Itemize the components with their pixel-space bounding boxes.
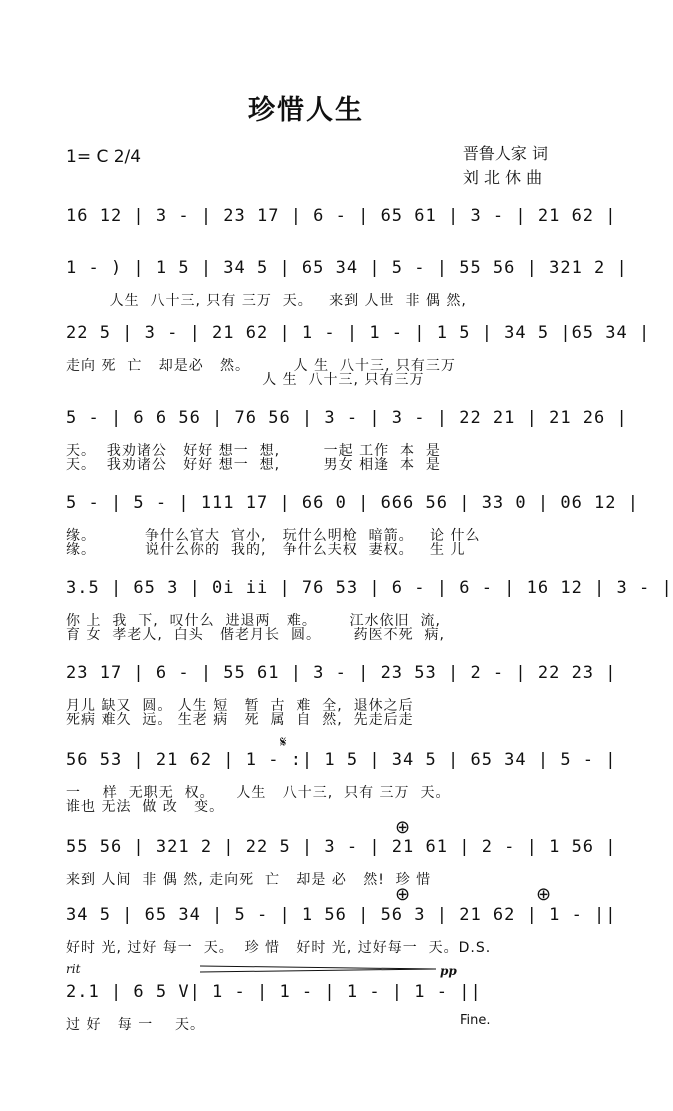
coda-sign: ⊕ bbox=[536, 884, 552, 905]
lyric-verse-1: 好时 光, 过好 每一 天。 珍 惜 好时 光, 过好每一 天。D.S. bbox=[66, 940, 492, 956]
notes-line: 5 - | 5 - | 111 17 | 66 0 | 666 56 | 33 0 | 06 12 | bbox=[66, 493, 639, 513]
lyric-verse-1: 走向 死 亡 却是必 然。 人 生 八十三, 只有三万 bbox=[66, 358, 456, 374]
key-signature: 1= C 2/4 bbox=[66, 147, 142, 167]
lyric-verse-1: 人生 八十三, 只有 三万 天。 来到 人世 非 偶 然, bbox=[66, 293, 467, 309]
lyric-verse-2: 缘。 说什么你的 我的, 争什么夫权 妻权。 生 儿 bbox=[66, 542, 466, 558]
notes-line: 1 - ) | 1 5 | 34 5 | 65 34 | 5 - | 55 56 | 321 2 | bbox=[66, 258, 628, 278]
lyric-verse-1: 缘。 争什么官大 官小, 玩什么明枪 暗箭。 论 什么 bbox=[66, 528, 481, 544]
song-title: 珍惜人生 bbox=[248, 95, 364, 126]
coda-sign: ⊕ bbox=[395, 884, 411, 905]
ritardando-mark: rit bbox=[66, 962, 81, 976]
lyric-verse-2: 死病 难久 远。 生老 病 死 属 自 然, 先走后走 bbox=[66, 712, 414, 728]
dynamic-pp: pp bbox=[440, 964, 457, 978]
score-row-8 bbox=[0, 750, 617, 850]
coda-sign: ⊕ bbox=[395, 817, 411, 838]
lyric-verse-2: 天。 我劝诸公 好好 想一 想, 男女 相逢 本 是 bbox=[66, 457, 441, 473]
lyric-verse-1: 天。 我劝诸公 好好 想一 想, 一起 工作 本 是 bbox=[66, 443, 441, 459]
notes-line: 5 - | 6 6 56 | 76 56 | 3 - | 3 - | 22 21 | 21 26 | bbox=[66, 408, 628, 428]
lyricist: 晋鲁人家 词 bbox=[462, 144, 548, 163]
notes-line: 2.1 | 6 5 V| 1 - | 1 - | 1 - | 1 - || bbox=[66, 982, 482, 1002]
lyric-verse-1: 月儿 缺又 圆。 人生 短 暂 古 难 全, 退休之后 bbox=[66, 698, 414, 714]
notes-line: 55 56 | 321 2 | 22 5 | 3 - | 21 61 | 2 - | 1 56 | bbox=[66, 837, 617, 857]
notes-line: 34 5 | 65 34 | 5 - | 1 56 | 56 3 | 21 62 | 1 - || bbox=[66, 905, 617, 925]
score-row-11 bbox=[0, 982, 612, 1082]
segno-sign: 𝄋 bbox=[280, 733, 287, 751]
score-row-7 bbox=[0, 663, 617, 763]
lyric-verse-1: 来到 人间 非 偶 然, 走向死 亡 却是 必 然! 珍 惜 bbox=[66, 872, 432, 888]
lyric-verse-2: 人 生 八十三, 只有三万 bbox=[66, 372, 425, 388]
lyric-verse-1: 一 样 无职无 权。 人生 八十三, 只有 三万 天。 bbox=[66, 785, 451, 801]
composer: 刘 北 休 曲 bbox=[462, 168, 543, 187]
lyric-verse-2: 谁也 无法 做 改 变。 bbox=[66, 799, 225, 815]
notes-line: 16 12 | 3 - | 23 17 | 6 - | 65 61 | 3 - | 21 62 | bbox=[66, 206, 617, 226]
notes-line: 22 5 | 3 - | 21 62 | 1 - | 1 - | 1 5 | 34 5 |65 34 | bbox=[66, 323, 651, 343]
lyric-verse-2: 育 女 孝老人, 白头 偕老月长 圆。 药医不死 病, bbox=[66, 627, 446, 643]
lyric-verse-1: 你 上 我 下, 叹什么 进退两 难。 江水依旧 流, bbox=[66, 613, 441, 629]
notes-line: 3.5 | 65 3 | 0i ii | 76 53 | 6 - | 6 - | 16 12 | 3 - | bbox=[66, 578, 673, 598]
lyric-verse-1: 过 好 每 一 天。 bbox=[66, 1017, 206, 1033]
diminuendo-hairpin bbox=[200, 964, 436, 974]
notes-line: 56 53 | 21 62 | 1 - :| 1 5 | 34 5 | 65 34 | 5 - | bbox=[66, 750, 617, 770]
notes-line: 23 17 | 6 - | 55 61 | 3 - | 23 53 | 2 - | 22 23 | bbox=[66, 663, 617, 683]
fine-mark: Fine. bbox=[460, 1013, 491, 1028]
credits bbox=[463, 142, 548, 190]
